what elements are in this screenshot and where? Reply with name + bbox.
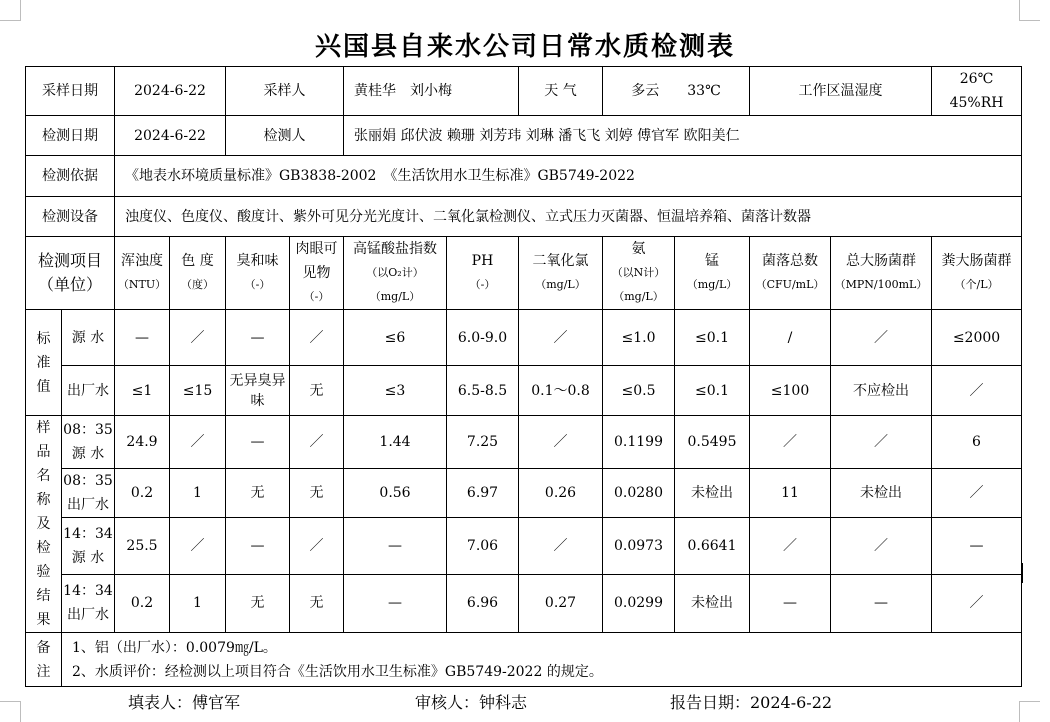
page-corner-mark <box>0 701 21 722</box>
page-corner-mark <box>1019 0 1040 21</box>
table-cell: 1 <box>170 574 226 632</box>
table-cell: 6.96 <box>447 574 519 632</box>
table-cell: 无 <box>290 574 344 632</box>
col-header-coliform: 总大肠菌群 （MPN/100mL） <box>831 237 932 310</box>
sample-row <box>26 416 1022 469</box>
col-header-turbidity: 浑浊度 （NTU） <box>115 237 170 310</box>
weather-value[interactable]: 多云 33℃ <box>603 67 750 116</box>
remarks-row <box>26 633 1022 687</box>
table-cell: ／ <box>290 310 344 366</box>
table-cell: — <box>831 574 932 632</box>
standard-label: 标准值 <box>26 310 62 416</box>
sample-date-value[interactable]: 2024-6-22 <box>115 67 226 116</box>
row-type: 出厂水 <box>62 366 115 416</box>
sampler-label: 采样人 <box>226 67 344 116</box>
report-date: 报告日期：2024-6-22 <box>670 693 833 712</box>
table-cell: — <box>226 518 290 574</box>
basis-label: 检测依据 <box>26 156 115 197</box>
water-quality-table <box>25 66 1022 687</box>
column-header-row <box>26 237 1022 310</box>
table-cell: ／ <box>519 416 603 469</box>
table-cell: ≤3 <box>344 366 447 416</box>
tester-value[interactable]: 张丽娟 邱伏波 赖珊 刘芳玮 刘琳 潘飞飞 刘婷 傅官军 欧阳美仁 <box>344 116 1022 156</box>
equipment-value[interactable]: 浊度仪、色度仪、酸度计、紫外可见分光光度计、二氧化氯检测仪、立式压力灭菌器、恒温培养箱、菌落计数器 <box>115 197 1022 237</box>
workarea-value[interactable]: 26℃ 45%RH <box>932 67 1022 116</box>
table-cell: ≤0.1 <box>675 366 750 416</box>
remarks-label: 备注 <box>26 633 62 687</box>
reviewer-signature: 审核人：钟科志 <box>415 693 528 712</box>
page-corner-mark <box>0 0 21 21</box>
table-cell: ／ <box>932 574 1022 632</box>
table-cell: ／ <box>831 416 932 469</box>
table-cell: 0.0280 <box>603 469 675 518</box>
table-cell: — <box>750 574 831 632</box>
tester-label: 检测人 <box>226 116 344 156</box>
table-cell: ／ <box>290 518 344 574</box>
table-cell: 无 <box>226 469 290 518</box>
table-cell: ≤0.1 <box>675 310 750 366</box>
table-cell: 6.97 <box>447 469 519 518</box>
table-cell: 11 <box>750 469 831 518</box>
table-cell: — <box>344 518 447 574</box>
table-cell: 0.0299 <box>603 574 675 632</box>
table-cell: ／ <box>932 366 1022 416</box>
sample-time-type: 14：34 源 水 <box>62 518 115 574</box>
sample-row <box>26 574 1022 632</box>
table-cell: 未检出 <box>675 574 750 632</box>
table-cell: 24.9 <box>115 416 170 469</box>
remark-line: 1、铝（出厂水）：0.0079㎎/L。 <box>72 639 277 656</box>
table-cell: ／ <box>170 416 226 469</box>
row-type: 源 水 <box>62 310 115 366</box>
test-date-value[interactable]: 2024-6-22 <box>115 116 226 156</box>
table-cell: / <box>750 310 831 366</box>
table-cell: ≤0.5 <box>603 366 675 416</box>
table-cell: 0.56 <box>344 469 447 518</box>
standard-row-treated <box>26 366 1022 416</box>
sample-time-type: 14：34 出厂水 <box>62 574 115 632</box>
table-cell: ≤1 <box>115 366 170 416</box>
table-cell: ≤6 <box>344 310 447 366</box>
table-cell: ／ <box>170 518 226 574</box>
table-cell: ／ <box>750 416 831 469</box>
table-cell: 0.0973 <box>603 518 675 574</box>
col-header-odor: 臭和味 （-） <box>226 237 290 310</box>
filler-signature: 填表人：傅官军 <box>128 693 241 712</box>
sample-row <box>26 518 1022 574</box>
item-label: 检测项目 <box>37 251 102 270</box>
col-header-color: 色 度 （度） <box>170 237 226 310</box>
col-header-clo2: 二氧化氯 （mg/L） <box>519 237 603 310</box>
table-cell: ≤100 <box>750 366 831 416</box>
sample-time-type: 08：35 源 水 <box>62 416 115 469</box>
table-cell: — <box>932 518 1022 574</box>
basis-row <box>26 156 1022 197</box>
sampling-info-row <box>26 67 1022 116</box>
table-cell: 1.44 <box>344 416 447 469</box>
table-cell: ／ <box>519 518 603 574</box>
col-header-ph: PH （-） <box>447 237 519 310</box>
table-cell: 无异臭异味 <box>226 366 290 416</box>
table-cell: ／ <box>170 310 226 366</box>
table-cell: — <box>344 574 447 632</box>
standard-row-source <box>26 310 1022 366</box>
remark-line: 2、水质评价：经检测以上项目符合《生活饮用水卫生标准》GB5749-2022 的规定。 <box>72 663 603 680</box>
unit-label: （单位） <box>37 275 102 294</box>
table-cell: 6.0-9.0 <box>447 310 519 366</box>
table-cell: 0.5495 <box>675 416 750 469</box>
table-cell: ／ <box>519 310 603 366</box>
table-cell: ／ <box>831 310 932 366</box>
sample-date-label: 采样日期 <box>26 67 115 116</box>
table-cell: — <box>226 416 290 469</box>
table-cell: ／ <box>831 518 932 574</box>
table-cell: 7.25 <box>447 416 519 469</box>
sample-row <box>26 469 1022 518</box>
samples-label: 样品名称及检验结果 <box>26 416 62 633</box>
table-cell: 未检出 <box>675 469 750 518</box>
test-info-row <box>26 116 1022 156</box>
table-cell: 不应检出 <box>831 366 932 416</box>
table-cell: 25.5 <box>115 518 170 574</box>
table-cell: 6.5-8.5 <box>447 366 519 416</box>
table-cell: 无 <box>226 574 290 632</box>
item-unit-header <box>26 237 115 310</box>
table-cell: ／ <box>290 416 344 469</box>
weather-label: 天 气 <box>519 67 603 116</box>
col-header-manganese: 锰 （mg/L） <box>675 237 750 310</box>
table-cell: 0.6641 <box>675 518 750 574</box>
table-cell: 无 <box>290 469 344 518</box>
table-cell: ≤1.0 <box>603 310 675 366</box>
table-cell: 无 <box>290 366 344 416</box>
table-cell: 0.2 <box>115 469 170 518</box>
col-header-ammonia: 氨 （以N计） （mg/L） <box>603 237 675 310</box>
table-cell: — <box>115 310 170 366</box>
table-cell: 未检出 <box>831 469 932 518</box>
table-cell: 0.1199 <box>603 416 675 469</box>
table-cell: 7.06 <box>447 518 519 574</box>
table-cell: 0.1～0.8 <box>519 366 603 416</box>
table-cell: ≤15 <box>170 366 226 416</box>
equipment-label: 检测设备 <box>26 197 115 237</box>
equipment-row <box>26 197 1022 237</box>
text-cursor <box>1021 563 1023 583</box>
col-header-permanganate: 高锰酸盐指数 （以O₂计） （mg/L） <box>344 237 447 310</box>
sample-time-type: 08：35 出厂水 <box>62 469 115 518</box>
page-corner-mark <box>1019 701 1040 722</box>
table-cell: — <box>226 310 290 366</box>
sampler-value[interactable]: 黄桂华 刘小梅 <box>344 67 519 116</box>
remarks-content <box>62 633 1022 687</box>
col-header-fecal: 粪大肠菌群 （个/L） <box>932 237 1022 310</box>
table-cell: ≤2000 <box>932 310 1022 366</box>
table-cell: 0.27 <box>519 574 603 632</box>
table-cell: ／ <box>750 518 831 574</box>
test-date-label: 检测日期 <box>26 116 115 156</box>
table-cell: 0.26 <box>519 469 603 518</box>
col-header-colony: 菌落总数 （CFU/mL） <box>750 237 831 310</box>
table-cell: 1 <box>170 469 226 518</box>
document-title: 兴国县自来水公司日常水质检测表 <box>314 32 735 62</box>
table-cell: ／ <box>932 469 1022 518</box>
table-cell: 0.2 <box>115 574 170 632</box>
col-header-visible: 肉眼可 见物 （-） <box>290 237 344 310</box>
table-cell: 6 <box>932 416 1022 469</box>
basis-value[interactable]: 《地表水环境质量标准》GB3838-2002 《生活饮用水卫生标准》GB5749-2022 <box>115 156 1022 197</box>
workarea-label: 工作区温湿度 <box>750 67 932 116</box>
